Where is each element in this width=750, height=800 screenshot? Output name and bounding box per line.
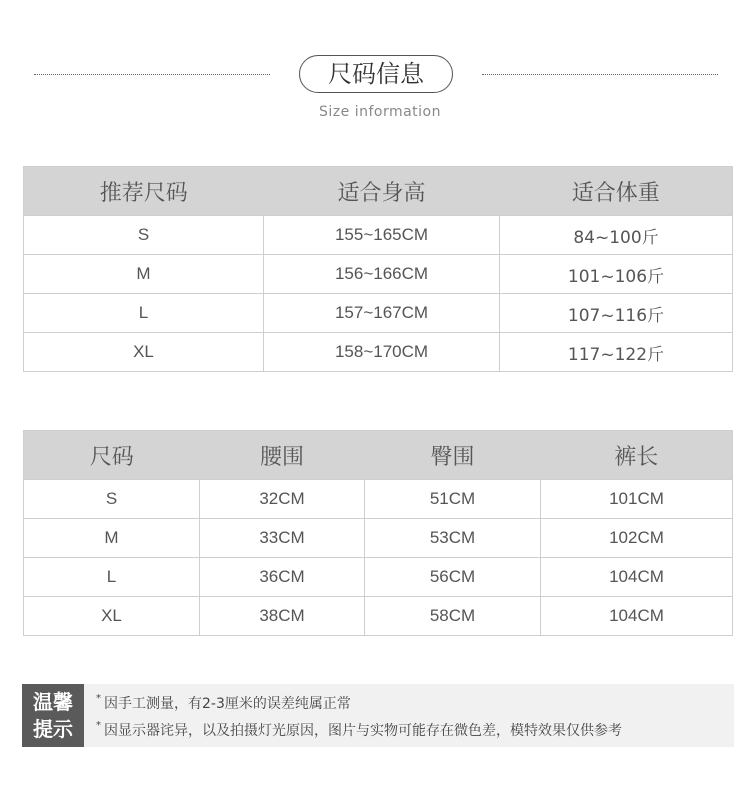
hip-cell: 58CM [365, 597, 541, 636]
table-row [24, 333, 733, 372]
bullet-mark: * [96, 720, 101, 731]
title-divider-right [482, 74, 718, 75]
size-cell: M [24, 255, 264, 294]
size-cell: XL [24, 597, 200, 636]
section-subtitle: Size information [319, 104, 441, 120]
length-cell: 104CM [541, 597, 733, 636]
table-row [24, 216, 733, 255]
table-row [24, 480, 733, 519]
waist-cell: 38CM [200, 597, 365, 636]
column-header: 腰围 [200, 431, 365, 480]
table-row [24, 597, 733, 636]
weight-cell: 107~116斤 [500, 294, 733, 333]
waist-cell: 33CM [200, 519, 365, 558]
section-title: 尺码信息 [299, 55, 453, 93]
length-cell: 102CM [541, 519, 733, 558]
tip-item [96, 720, 622, 740]
table-row [24, 255, 733, 294]
tips-label-line: 提示 [33, 717, 73, 741]
tips-label [22, 684, 84, 747]
garment-measurement-table [23, 430, 733, 636]
waist-cell: 36CM [200, 558, 365, 597]
waist-cell: 32CM [200, 480, 365, 519]
column-header: 裤长 [541, 431, 733, 480]
length-cell: 101CM [541, 480, 733, 519]
weight-cell: 84~100斤 [500, 216, 733, 255]
size-cell: M [24, 519, 200, 558]
bullet-mark: * [96, 693, 101, 704]
title-divider-left [34, 74, 270, 75]
tip-text: 因手工测量，有2-3厘米的误差纯属正常 [104, 696, 351, 712]
column-header: 臀围 [365, 431, 541, 480]
table-row [24, 294, 733, 333]
weight-cell: 101~106斤 [500, 255, 733, 294]
column-header: 适合身高 [264, 167, 500, 216]
hip-cell: 53CM [365, 519, 541, 558]
size-cell: L [24, 558, 200, 597]
table-header-row [24, 167, 733, 216]
height-cell: 157~167CM [264, 294, 500, 333]
tip-item [96, 693, 351, 713]
tips-label-line: 温馨 [33, 690, 73, 714]
height-cell: 156~166CM [264, 255, 500, 294]
column-header: 推荐尺码 [24, 167, 264, 216]
tips-box [22, 684, 734, 747]
height-cell: 158~170CM [264, 333, 500, 372]
size-cell: XL [24, 333, 264, 372]
hip-cell: 56CM [365, 558, 541, 597]
size-cell: S [24, 216, 264, 255]
column-header: 尺码 [24, 431, 200, 480]
recommended-size-table [23, 166, 733, 372]
size-cell: L [24, 294, 264, 333]
height-cell: 155~165CM [264, 216, 500, 255]
length-cell: 104CM [541, 558, 733, 597]
column-header: 适合体重 [500, 167, 733, 216]
hip-cell: 51CM [365, 480, 541, 519]
tip-text: 因显示器诧异，以及拍摄灯光原因，图片与实物可能存在微色差，模特效果仅供参考 [104, 723, 622, 739]
size-cell: S [24, 480, 200, 519]
table-row [24, 519, 733, 558]
table-header-row [24, 431, 733, 480]
weight-cell: 117~122斤 [500, 333, 733, 372]
table-row [24, 558, 733, 597]
